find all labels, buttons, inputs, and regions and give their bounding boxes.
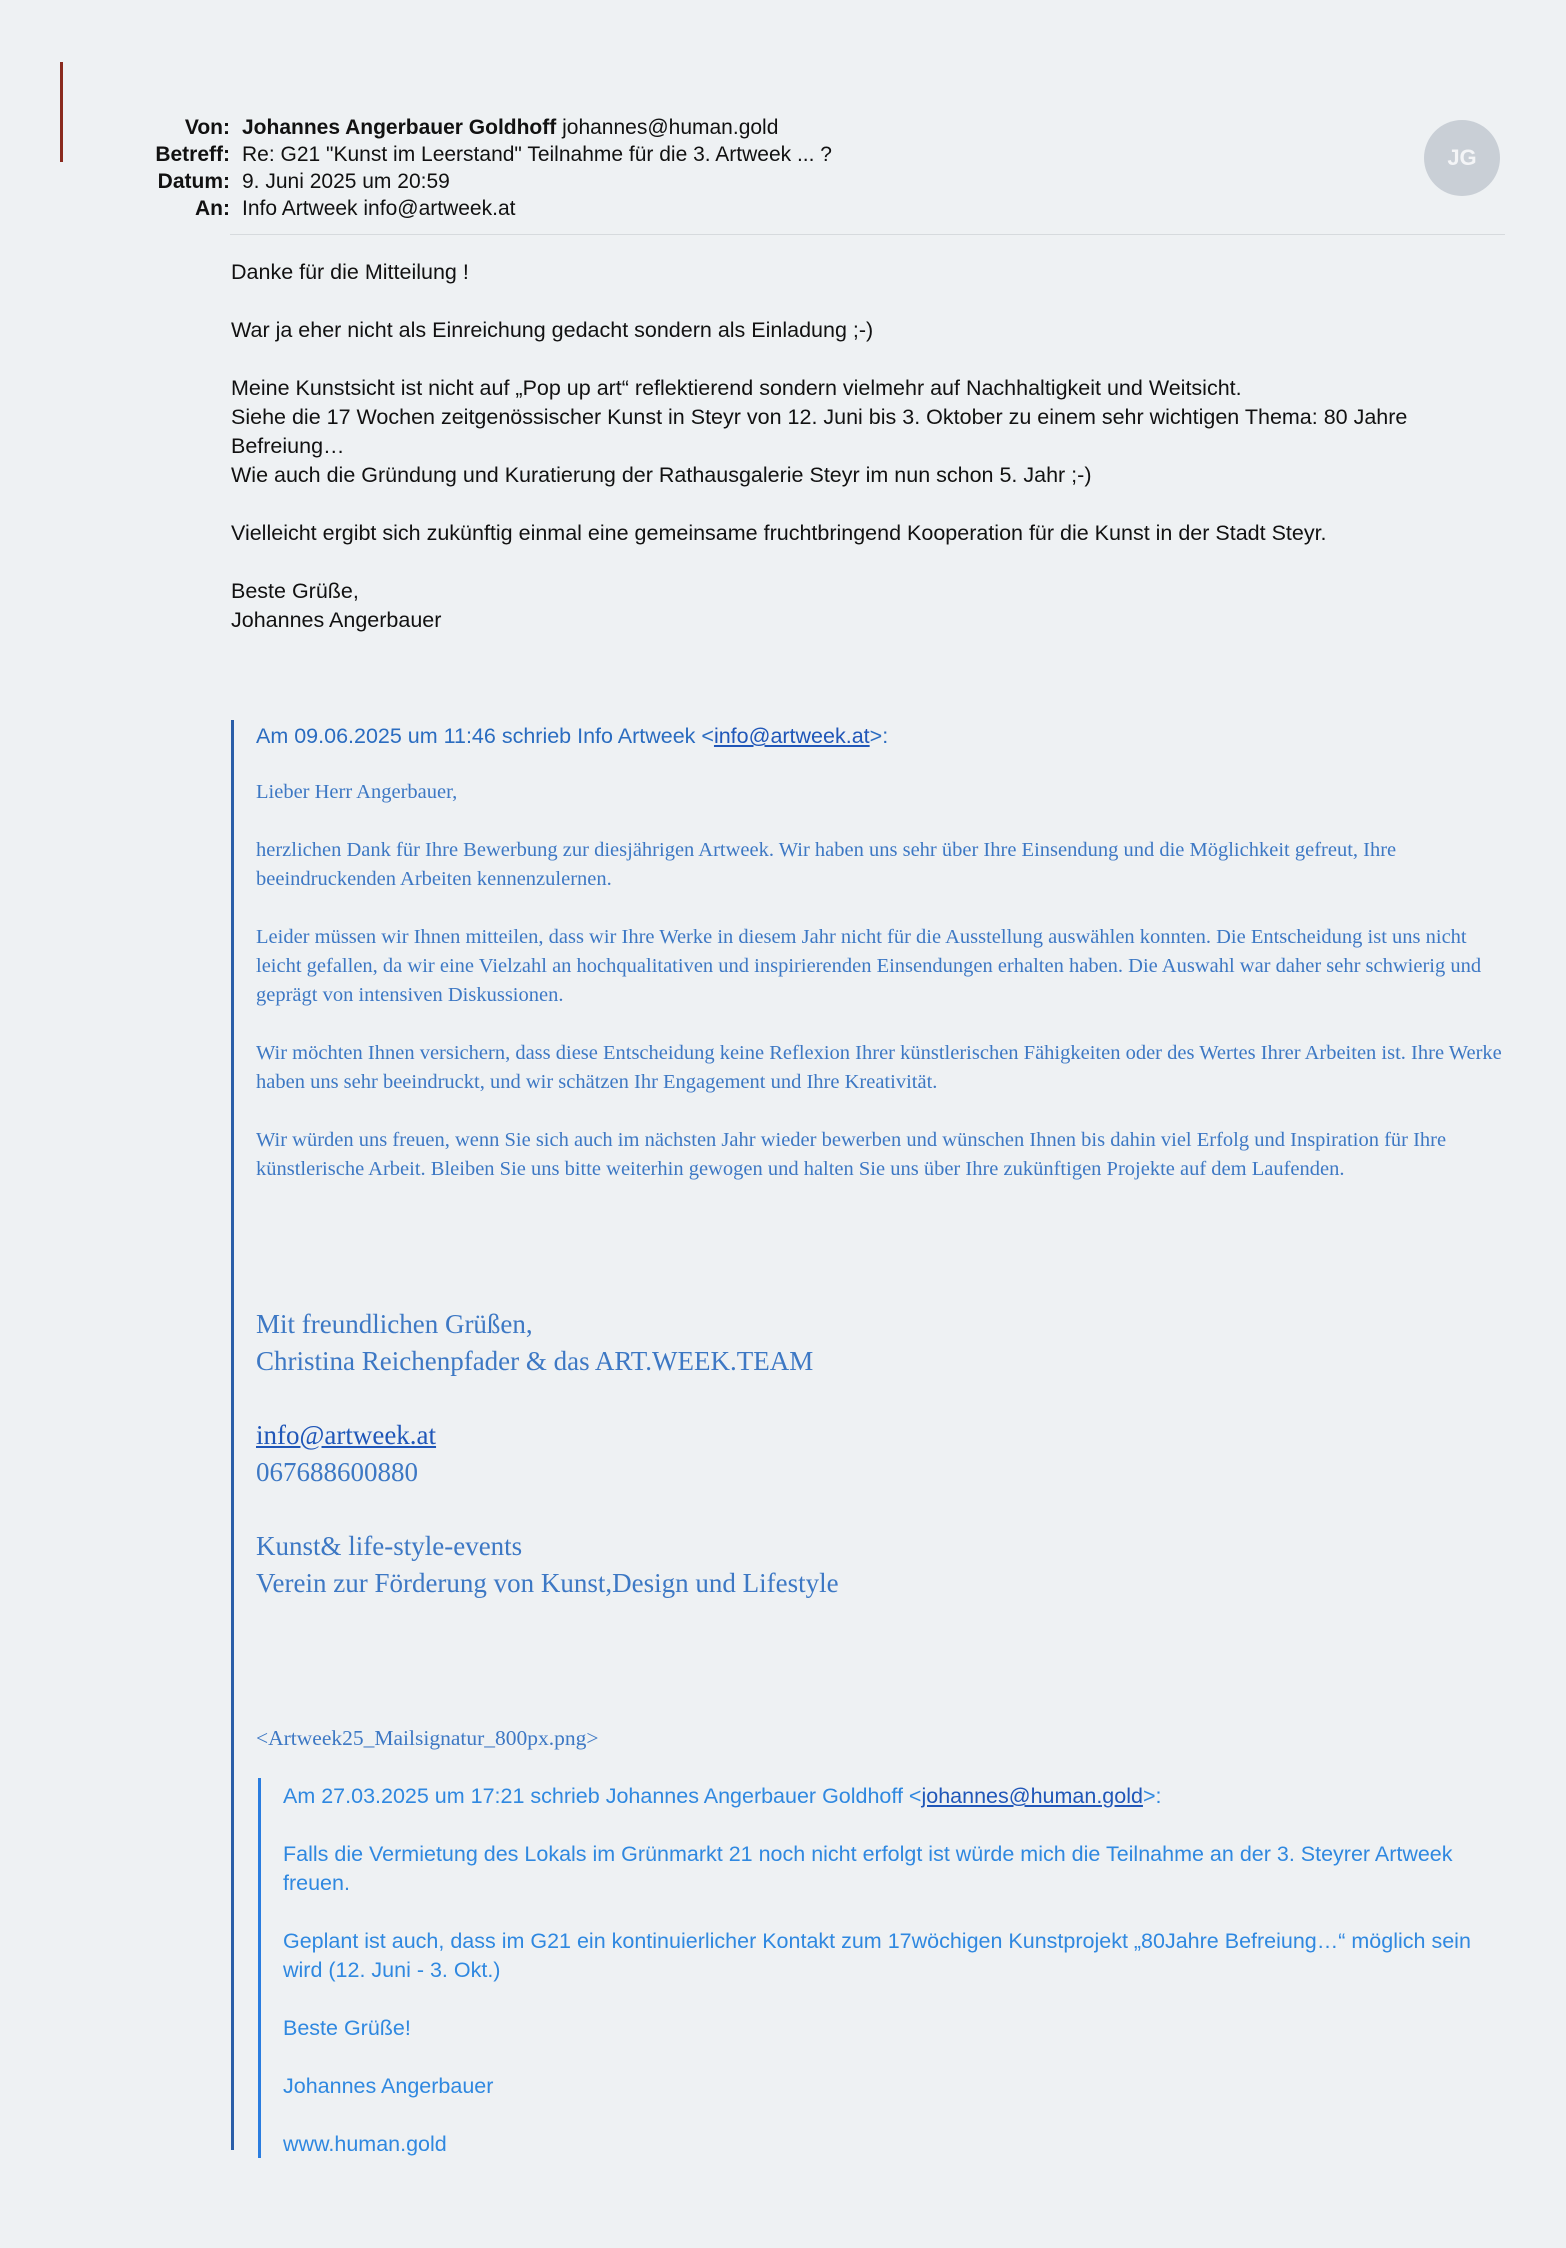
original-body: [283, 1782, 1493, 2188]
quote-paragraph: Wir möchten Ihnen versichern, dass diese Entscheidung keine Reflexion Ihrer künstlerischen Fähigkeiten oder des Wertes Ihrer Arbeiten ist. Ihre Werke haben uns sehr beeindruckt, und wir schätzen Ihr Engagement und Ihre Kreativität.: [256, 1042, 1502, 1093]
header-divider: [230, 234, 1505, 235]
date-row: [130, 168, 832, 195]
from-email[interactable]: johannes@human.gold: [562, 116, 779, 139]
reply-paragraph: Vielleicht ergibt sich zukünftig einmal eine gemeinsame fruchtbringend Kooperation für die Kunst in der Stadt Steyr.: [231, 521, 1327, 545]
original-paragraph: Falls die Vermietung des Lokals im Grünmarkt 21 noch nicht erfolgt ist würde mich die Teilnahme an der 3. Steyrer Artweek freuen.: [283, 1842, 1453, 1895]
signature-phone: 067688600880: [256, 1457, 418, 1487]
signature-email-link[interactable]: info@artweek.at: [256, 1420, 437, 1450]
to-value[interactable]: Info Artweek info@artweek.at: [242, 197, 516, 220]
from-name: Johannes Angerbauer Goldhoff: [242, 116, 557, 139]
reply-body: [231, 258, 1521, 664]
reply-line: Wie auch die Gründung und Kuratierung der Rathausgalerie Steyr im nun schon 5. Jahr ;-): [231, 463, 1092, 487]
email-header: [130, 114, 832, 222]
subject-row: [130, 141, 832, 168]
to-row: [130, 195, 832, 222]
signature-closing: [256, 1306, 1506, 1380]
original-paragraph: Geplant ist auch, dass im G21 ein kontinuierlicher Kontakt zum 17wöchigen Kunstprojekt „80Jahre Befreiung…“ möglich sein wird (12. Juni - 3. Okt.): [283, 1929, 1471, 1982]
subject-label: Betreff:: [155, 143, 230, 166]
quoted-message-original: [258, 1778, 1501, 2158]
quote-paragraph: herzlichen Dank für Ihre Bewerbung zur diesjährigen Artweek. Wir haben uns sehr über Ihre Einsendung und die Möglichkeit gefreut, Ihre beeindruckenden Arbeiten kennenzulernen.: [256, 839, 1397, 890]
reply-paragraph: Danke für die Mitteilung !: [231, 260, 469, 284]
reply-line: Siehe die 17 Wochen zeitgenössischer Kunst in Steyr von 12. Juni bis 3. Oktober zu einem sehr wichtigen Thema: 80 Jahre Befreiung…: [231, 405, 1408, 458]
original-attribution-email-link[interactable]: johannes@human.gold: [921, 1784, 1143, 1808]
reply-line: Meine Kunstsicht ist nicht auf „Pop up art“ reflektierend sondern vielmehr auf Nachhaltigkeit und Weitsicht.: [231, 376, 1242, 400]
quote-paragraph: Wir würden uns freuen, wenn Sie sich auch im nächsten Jahr wieder bewerben und wünschen Ihnen bis dahin viel Erfolg und Inspiration für Ihre künstlerische Arbeit. Bleiben Sie uns bitte weiterhin gewogen und halten Sie uns über Ihre zukünftigen Projekte auf dem Laufenden.: [256, 1129, 1447, 1180]
original-closing: Beste Grüße!: [283, 2016, 411, 2040]
original-website[interactable]: www.human.gold: [283, 2132, 447, 2156]
original-attribution: [283, 1782, 1493, 1811]
signature-image-attachment[interactable]: <Artweek25_Mailsignatur_800px.png>: [256, 1726, 599, 1750]
avatar: JG: [1424, 120, 1500, 196]
date-value: 9. Juni 2025 um 20:59: [242, 170, 450, 193]
from-label: Von:: [184, 116, 230, 139]
quoted-message-artweek: [231, 720, 1514, 2156]
signature-sender: Christina Reichenpfader & das ART.WEEK.TEAM: [256, 1346, 814, 1376]
signature-org-description: Verein zur Förderung von Kunst,Design und Lifestyle: [256, 1568, 839, 1598]
reply-paragraph: War ja eher nicht als Einreichung gedacht sondern als Einladung ;-): [231, 318, 874, 342]
from-row: [130, 114, 832, 141]
date-label: Datum:: [157, 170, 230, 193]
quote-greeting: Lieber Herr Angerbauer,: [256, 781, 458, 803]
quote-attribution: [256, 724, 888, 749]
to-label: An:: [195, 197, 230, 220]
subject-value: Re: G21 "Kunst im Leerstand" Teilnahme für die 3. Artweek ... ?: [242, 143, 832, 166]
reply-closing: Beste Grüße,: [231, 579, 359, 603]
reply-signoff: [231, 577, 1521, 635]
reply-paragraph: [231, 374, 1521, 490]
margin-pen-mark: [60, 62, 63, 162]
original-attribution-text-end: >:: [1142, 1784, 1162, 1808]
signature-org-name: Kunst& life-style-events: [256, 1531, 523, 1561]
signature-contact: [256, 1417, 1506, 1491]
quote-paragraph: Leider müssen wir Ihnen mitteilen, dass wir Ihre Werke in diesem Jahr nicht für die Ausstellung auswählen konnten. Die Entscheidung ist uns nicht leicht gefallen, da wir eine Vielzahl an hochqualitativen und inspirierenden Einsendungen erhalten haben. Die Auswahl war daher sehr schwierig und geprägt von intensiven Diskussionen.: [256, 926, 1482, 1006]
attribution-text: Am 09.06.2025 um 11:46 schrieb Info Artweek <: [256, 724, 714, 748]
artweek-signature: [256, 1306, 1506, 1639]
reply-name: Johannes Angerbauer: [231, 608, 442, 632]
original-attribution-text: Am 27.03.2025 um 17:21 schrieb Johannes Angerbauer Goldhoff <: [283, 1784, 922, 1808]
signature-organization: [256, 1528, 1506, 1602]
original-name: Johannes Angerbauer: [283, 2074, 494, 2098]
quote-body: [256, 778, 1506, 1213]
attribution-email-link[interactable]: info@artweek.at: [713, 724, 870, 748]
attribution-text-end: >:: [869, 724, 889, 748]
signature-greeting: Mit freundlichen Grüßen,: [256, 1309, 533, 1339]
